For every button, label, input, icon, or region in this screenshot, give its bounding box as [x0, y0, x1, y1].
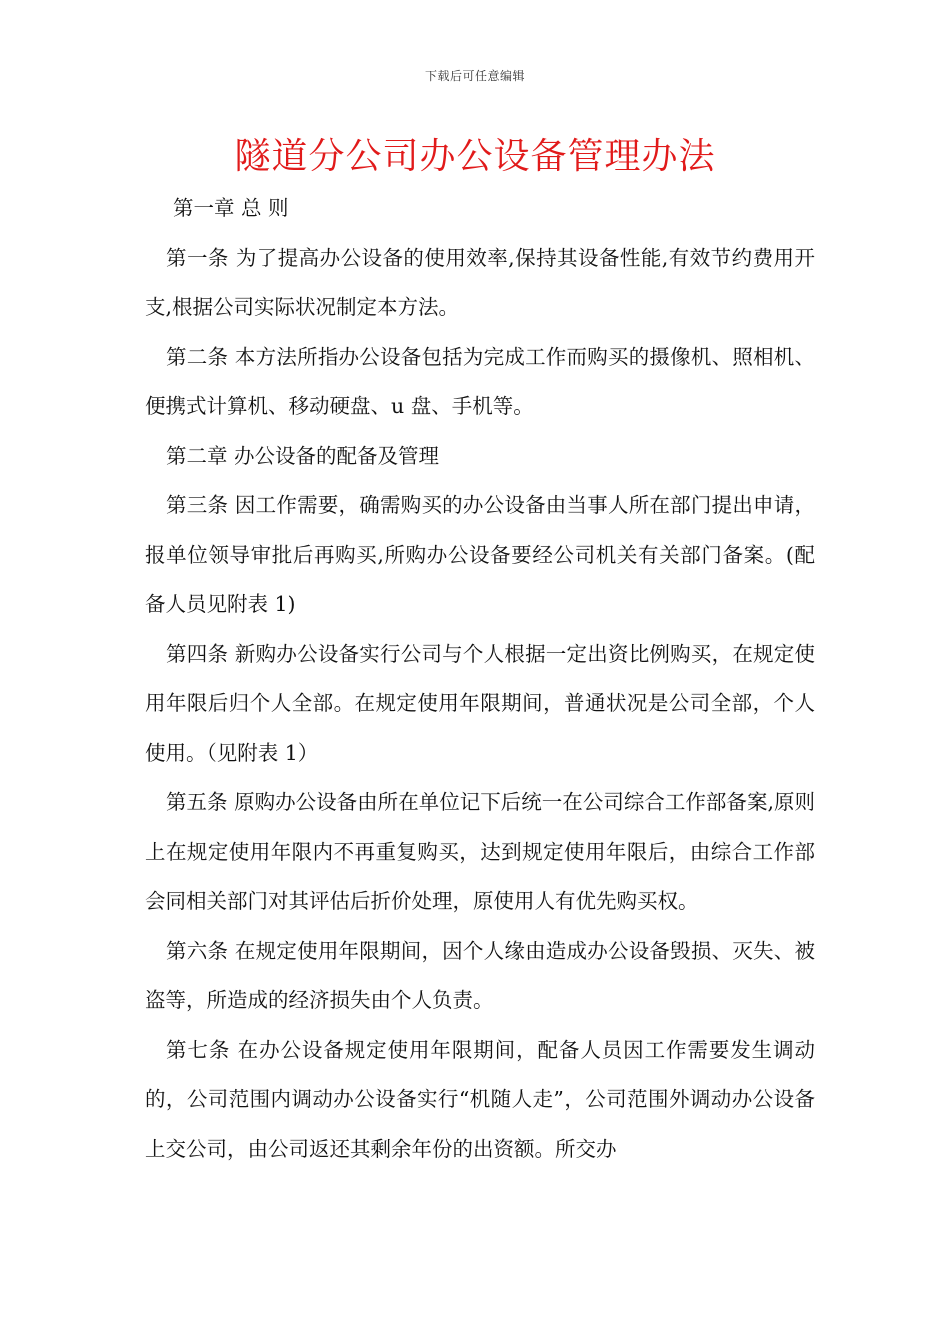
article-7: 第七条 在办公设备规定使用年限期间，配备人员因工作需要发生调动的，公司范围内调动办公设备实行“机随人走”，公司范围外调动办公设备上交公司，由公司返还其剩余年份的出资额。所交办: [145, 1037, 815, 1161]
header-note: 下载后可任意编辑: [424, 69, 525, 83]
chapter-one-heading: 第一章 总 则: [173, 196, 289, 220]
article-5: 第五条 原购办公设备由所在单位记下后统一在公司综合工作部备案,原则上在规定使用年限内不再重复购买，达到规定使用年限后，由综合工作部会同相关部门对其评估后折价处理，原使用人有优先购买权。: [145, 790, 815, 913]
article-6: 第六条 在规定使用年限期间，因个人缘由造成办公设备毁损、灭失、被盗等，所造成的经济损失由个人负责。: [145, 938, 815, 1012]
article-3: 第三条 因工作需要，确需购买的办公设备由当事人所在部门提出申请，报单位领导审批后再购买,所购办公设备要经公司机关有关部门备案。(配备人员见附表 1): [145, 493, 815, 616]
article-2: 第二条 本方法所指办公设备包括为完成工作而购买的摄像机、照相机、便携式计算机、移动硬盘、u 盘、手机等。: [145, 344, 815, 418]
chapter-two-heading: 第二章 办公设备的配备及管理: [166, 443, 440, 468]
document-title: 隧道分公司办公设备管理办法: [234, 136, 716, 177]
article-1: 第一条 为了提高办公设备的使用效率,保持其设备性能,有效节约费用开支,根据公司实际状况制定本方法。: [145, 245, 815, 319]
document-body: [145, 184, 815, 1174]
article-4: 第四条 新购办公设备实行公司与个人根据一定出资比例购买，在规定使用年限后归个人全部。在规定使用年限期间，普通状况是公司全部，个人使用。（见附表 1）: [145, 641, 815, 765]
